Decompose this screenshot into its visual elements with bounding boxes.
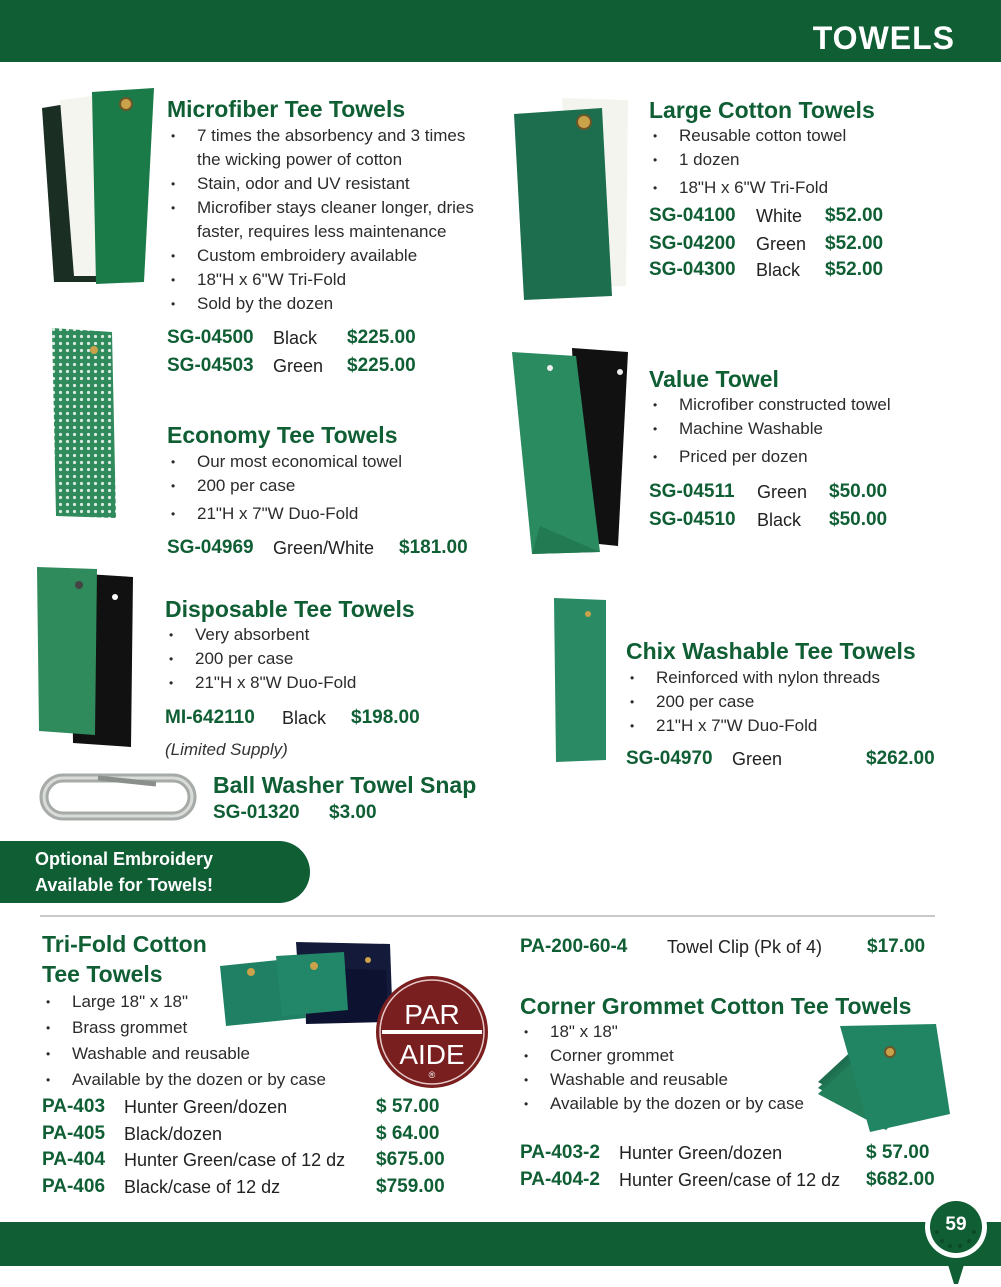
bullet: • Washable and reusable: [520, 1068, 804, 1092]
price: $ 64.00: [376, 1123, 440, 1144]
page-number: 59: [945, 1214, 967, 1235]
variant: Black: [756, 260, 801, 280]
value-towels-image: [510, 346, 632, 556]
price: $50.00: [829, 481, 888, 502]
bullet: • Machine Washable: [649, 417, 891, 441]
price: $225.00: [347, 355, 416, 376]
price: $675.00: [376, 1149, 445, 1170]
variant: Green: [273, 356, 324, 376]
footer-bar: [0, 1222, 1001, 1266]
title-line: Tee Towels: [42, 961, 163, 987]
sku: SG-04969: [167, 537, 254, 558]
bullet: • 200 per case: [167, 474, 402, 498]
bullet: • Sold by the dozen: [167, 292, 474, 316]
variant: Hunter Green/dozen: [619, 1143, 783, 1163]
sku: SG-01320: [213, 802, 300, 823]
title-line: Tri-Fold Cotton: [42, 931, 207, 957]
sku: SG-04100: [649, 205, 736, 226]
bullet: • 18"H x 6"W Tri-Fold: [167, 268, 474, 292]
chix-towel-image: [550, 596, 610, 764]
bullet: • 200 per case: [165, 647, 356, 671]
sku: PA-403-2: [520, 1142, 600, 1163]
logo-text-line2: AIDE: [399, 1039, 465, 1070]
price: $52.00: [825, 233, 884, 254]
embroidery-banner-text: [35, 846, 213, 898]
variant: Black: [282, 708, 327, 728]
price: $759.00: [376, 1176, 445, 1197]
value-title: Value Towel: [649, 366, 779, 392]
price: $50.00: [829, 509, 888, 530]
bullet: • 7 times the absorbency and 3 times: [167, 124, 474, 148]
bullet: • Reinforced with nylon threads: [626, 666, 880, 690]
variant: Black: [757, 510, 802, 530]
banner-line: Optional Embroidery: [35, 849, 214, 869]
bullet: • Washable and reusable: [42, 1041, 326, 1067]
variant: Green: [756, 234, 807, 254]
bullet-continued: faster, requires less maintenance: [197, 222, 447, 241]
bullet: • Large 18" x 18": [42, 989, 326, 1015]
bullet: • Custom embroidery available: [167, 244, 474, 268]
economy-towel-image: [50, 326, 120, 520]
variant: Green/White: [273, 538, 375, 558]
variant: Black/case of 12 dz: [124, 1177, 281, 1197]
bullet-continued: the wicking power of cotton: [197, 150, 403, 169]
sku: SG-04503: [167, 355, 254, 376]
price: $3.00: [329, 802, 377, 823]
bullet: • Corner grommet: [520, 1044, 804, 1068]
sku: PA-403: [42, 1096, 106, 1117]
bullet: • 21"H x 7"W Duo-Fold: [626, 714, 880, 738]
variant: Hunter Green/case of 12 dz: [124, 1150, 346, 1170]
sku: MI-642110: [165, 707, 255, 728]
variant: Black/dozen: [124, 1124, 223, 1144]
large-cotton-bullets: [649, 124, 846, 200]
section-divider: [40, 915, 935, 917]
price: $225.00: [347, 327, 416, 348]
sku: SG-04970: [626, 748, 713, 769]
microfiber-towels-image: [40, 86, 160, 286]
economy-bullets: [167, 450, 402, 526]
bullet: • 18" x 18": [520, 1020, 804, 1044]
price: $198.00: [351, 707, 420, 728]
sku: PA-404-2: [520, 1169, 600, 1190]
sku: SG-04500: [167, 327, 254, 348]
variant: White: [756, 206, 803, 226]
bullet: • Brass grommet: [42, 1015, 326, 1041]
bullet: • 200 per case: [626, 690, 880, 714]
price: $52.00: [825, 259, 884, 280]
disposable-bullets: [165, 623, 356, 695]
golf-ball-tee-icon: [920, 1196, 992, 1287]
price: $682.00: [866, 1169, 935, 1190]
variant: Green: [732, 749, 783, 769]
variant: Hunter Green/case of 12 dz: [619, 1170, 841, 1190]
bullet: • 18"H x 6"W Tri-Fold: [649, 176, 846, 200]
bullet: • 21"H x 7"W Duo-Fold: [167, 502, 402, 526]
bullet: • Available by the dozen or by case: [42, 1067, 326, 1093]
sku: PA-405: [42, 1123, 106, 1144]
bullet: • 1 dozen: [649, 148, 846, 172]
sku: SG-04300: [649, 259, 736, 280]
price: $ 57.00: [866, 1142, 930, 1163]
sku: PA-404: [42, 1149, 106, 1170]
price: $181.00: [399, 537, 468, 558]
trifold-title: [42, 929, 207, 989]
bullet: • Priced per dozen: [649, 445, 891, 469]
bullet: • Reusable cotton towel: [649, 124, 846, 148]
bullet: • 21"H x 8"W Duo-Fold: [165, 671, 356, 695]
bullet: • Our most economical towel: [167, 450, 402, 474]
par-aide-logo: [374, 974, 490, 1090]
corner-grommet-towels-image: [816, 1022, 956, 1142]
price: $ 57.00: [376, 1096, 440, 1117]
sku: SG-04510: [649, 509, 736, 530]
sku: PA-200-60-4: [520, 936, 628, 957]
bullet: • Microfiber stays cleaner longer, dries: [167, 196, 474, 220]
bullet: • Stain, odor and UV resistant: [167, 172, 474, 196]
price: $262.00: [866, 748, 935, 769]
corner-grommet-title: Corner Grommet Cotton Tee Towels: [520, 993, 912, 1019]
limited-supply-note: (Limited Supply): [165, 740, 288, 759]
ball-washer-title: Ball Washer Towel Snap: [213, 772, 477, 798]
microfiber-title: Microfiber Tee Towels: [167, 96, 406, 122]
variant: Towel Clip (Pk of 4): [667, 937, 823, 957]
chix-title: Chix Washable Tee Towels: [626, 638, 916, 664]
disposable-towels-image: [35, 565, 137, 749]
corner-grommet-bullets: [520, 1020, 804, 1116]
value-bullets: [649, 393, 891, 469]
large-cotton-towels-image: [512, 96, 630, 302]
microfiber-bullets: [167, 124, 474, 316]
sku: PA-406: [42, 1176, 106, 1197]
disposable-title: Disposable Tee Towels: [165, 596, 415, 622]
large-cotton-title: Large Cotton Towels: [649, 97, 875, 123]
banner-line: Available for Towels!: [35, 875, 214, 895]
logo-text-line1: PAR: [404, 999, 460, 1030]
economy-title: Economy Tee Towels: [167, 422, 398, 448]
sku: SG-04200: [649, 233, 736, 254]
price: $17.00: [867, 936, 926, 957]
price: $52.00: [825, 205, 884, 226]
bullet: • Very absorbent: [165, 623, 356, 647]
variant: Green: [757, 482, 808, 502]
towel-snap-clip-image: [38, 770, 200, 828]
chix-bullets: [626, 666, 880, 738]
bullet: • Microfiber constructed towel: [649, 393, 891, 417]
variant: Hunter Green/dozen: [124, 1097, 288, 1117]
bullet: • Available by the dozen or by case: [520, 1092, 804, 1116]
logo-registered-mark: ®: [428, 1070, 436, 1080]
page-title: TOWELS: [812, 20, 955, 56]
trifold-bullets: [42, 989, 326, 1093]
sku: SG-04511: [649, 481, 735, 502]
variant: Black: [273, 328, 318, 348]
